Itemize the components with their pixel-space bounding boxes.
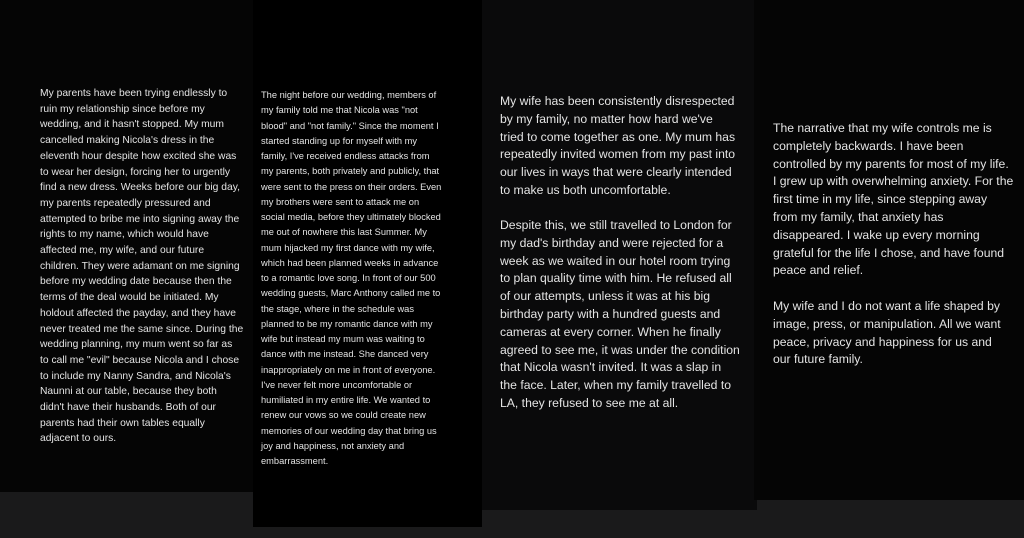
statement-paragraph: Despite this, we still travelled to London for my dad's birthday and were rejected for a week as we waited in our hotel room trying to plan quality time with him. He refused all of our attempts, unless it was at his big birthday party with a hundred guests and cameras at every corner. When he finally agreed to see me, it was under the condition that Nicola wasn't invited. It was a slap in the face. Later, when my family travelled to LA, they refused to see me at all. (500, 218, 740, 410)
statement-panel-1 (0, 0, 256, 492)
statement-paragraph: The night before our wedding, members of my family told me that Nicola was "not blood" and "not family." Since the moment I started standing up for myself with my family, I've received endless attacks from my parents, both privately and publicly, that were sent to the press on their orders. Even my brothers were sent to attack me on social media, before they ultimately blocked me out of nowhere this last Summer. My mum hijacked my first dance with my wife, which had been planned weeks in advance to a romantic love song. In front of our 500 wedding guests, Marc Anthony called me to the stage, where in the schedule was planned to be my romantic dance with my wife but instead my mum was waiting to dance with me instead. She danced very inappropriately on me in front of everyone. I've never felt more uncomfortable or humiliated in my entire life. We wanted to renew our vows so we could create new memories of our wedding day that bring us joy and happiness, not anxiety and embarrassment. (261, 90, 442, 466)
statement-paragraph: My wife and I do not want a life shaped by image, press, or manipulation. All we want peace, privacy and happiness for us and our future family. (773, 299, 1001, 367)
statement-paragraph: My parents have been trying endlessly to ruin my relationship since before my wedding, and it hasn't stopped. My mum cancelled making Nicola's dress in the eleventh hour despite how excited she was to wear her design, forcing her to urgently find a new dress. Weeks before our big day, my parents repeatedly pressured and attempted to bribe me into signing away the rights to my name, which would have affected me, my wife, and our future children. They were adamant on me signing before my wedding date because then the terms of the deal would be initiated. My holdout affected the payday, and they have never treated me the same since. During the wedding planning, my mum went so far as to call me "evil" because Nicola and I chose to include my Nanny Sandra, and Nicola's Naunni at our table, because they both didn't have their husbands. Both of our parents had their own tables equally adjacent to ours. (40, 88, 244, 445)
statement-panel-3 (482, 0, 757, 510)
statement-paragraph: The narrative that my wife controls me is completely backwards. I have been controlled by my parents for most of my life. I grew up with overwhelming anxiety. For the first time in my life, since stepping away from my family, that anxiety has disappeared. I wake up every morning grateful for the life I chose, and have found peace and relief. (773, 121, 1014, 278)
statement-paragraph: My wife has been consistently disrespected by my family, no matter how hard we've tried to come together as one. My mum has repeatedly invited women from my past into our lives in ways that were clearly intended to make us both uncomfortable. (500, 94, 736, 197)
statement-panel-2 (253, 0, 482, 527)
statement-panel-4 (754, 0, 1024, 500)
